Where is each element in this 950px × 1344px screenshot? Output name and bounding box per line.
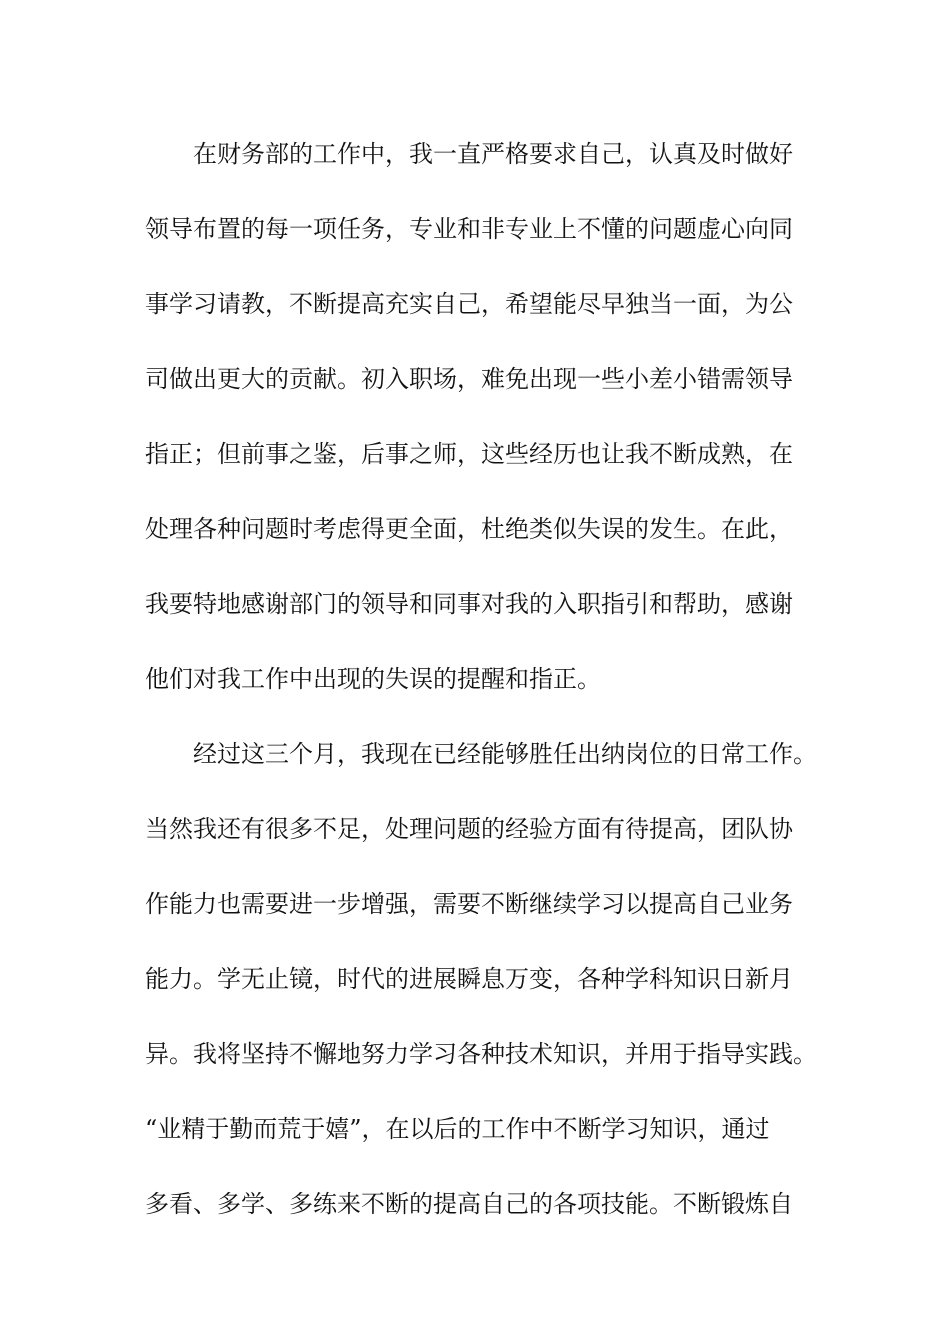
paragraph-1-line-3: 事学习请教，不断提高充实自己，希望能尽早独当一面，为公 <box>145 290 793 318</box>
paragraph-1-line-8: 他们对我工作中出现的失误的提醒和指正。 <box>145 665 601 693</box>
paragraph-2-line-7: 多看、多学、多练来不断的提高自己的各项技能。不断锻炼自 <box>145 1190 793 1218</box>
paragraph-2-line-2: 当然我还有很多不足，处理问题的经验方面有待提高，团队协 <box>145 815 793 843</box>
paragraph-2-line-6: “业精于勤而荒于嬉”，在以后的工作中不断学习知识，通过 <box>145 1115 770 1143</box>
paragraph-1-line-2: 领导布置的每一项任务，专业和非专业上不懂的问题虚心向同 <box>145 215 793 243</box>
paragraph-1-line-1: 在财务部的工作中，我一直严格要求自己，认真及时做好 <box>193 140 793 168</box>
paragraph-1-line-6: 处理各种问题时考虑得更全面，杜绝类似失误的发生。在此， <box>145 515 793 543</box>
paragraph-2-line-5: 异。我将坚持不懈地努力学习各种技术知识，并用于指导实践。 <box>145 1040 817 1068</box>
paragraph-2-line-1: 经过这三个月，我现在已经能够胜任出纳岗位的日常工作。 <box>193 740 817 768</box>
body-text <box>145 130 815 1255</box>
paragraph-1-line-7: 我要特地感谢部门的领导和同事对我的入职指引和帮助，感谢 <box>145 590 793 618</box>
paragraph-2-line-4: 能力。学无止镜，时代的进展瞬息万变，各种学科知识日新月 <box>145 965 793 993</box>
paragraph-2-line-3: 作能力也需要进一步增强，需要不断继续学习以提高自己业务 <box>145 890 793 918</box>
paragraph-1-line-4: 司做出更大的贡献。初入职场，难免出现一些小差小错需领导 <box>145 365 793 393</box>
paragraph-1-line-5: 指正；但前事之鉴，后事之师，这些经历也让我不断成熟，在 <box>145 440 793 468</box>
